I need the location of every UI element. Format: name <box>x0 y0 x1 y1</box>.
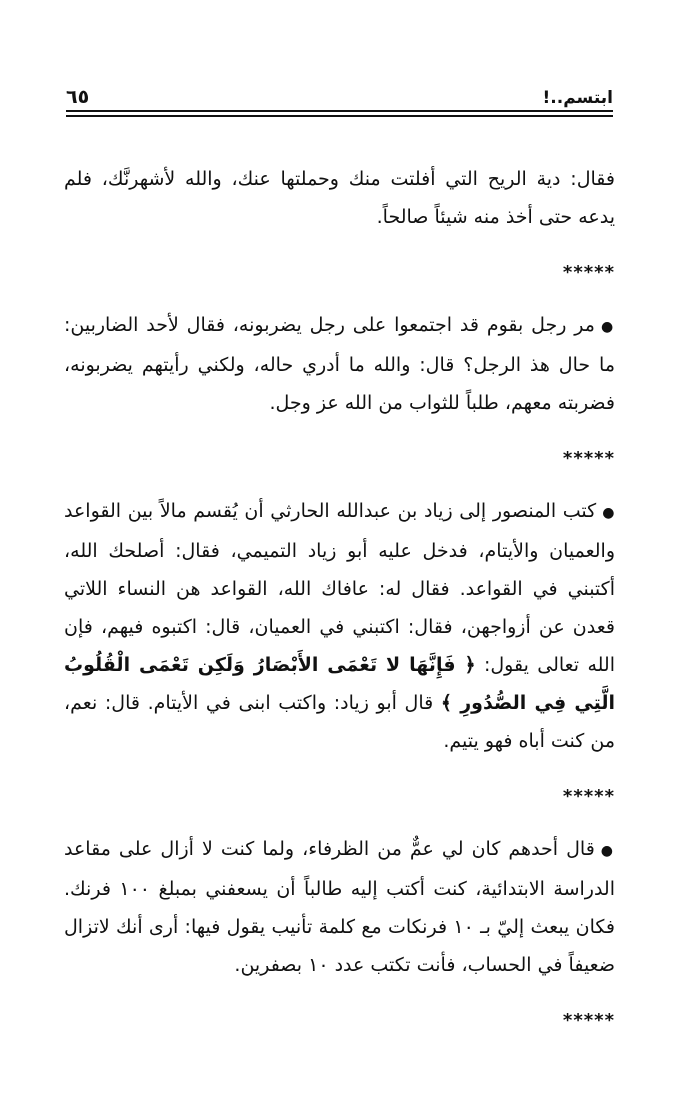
paragraph-text: قال أحدهم كان لي عمٌّ من الظرفاء، ولما كنت لا أزال على مقاعد الدراسة الابتدائية، كنت أكتب إليه طالباً أن يسعفني بمبلغ ١٠٠ فرنك. فكان يبعث إليّ بـ ١٠ فرنكات مع كلمة تأنيب يقول فيها: أرى أنك لاتزال ضعيفاً في الحساب، فأنت تكتب عدد ١٠ بصفرين. <box>64 838 615 976</box>
paragraph-4 <box>64 830 615 984</box>
page-body <box>64 160 615 1040</box>
separator-1: ***** <box>562 262 615 283</box>
paragraph-text: كتب المنصور إلى زياد بن عبدالله الحارثي أن يُقسم مالاً بين القواعد والعميان والأيتام، فدخل عليه أبو زياد التميمي، فقال: أصلحك الله، أكتبني في القواعد. فقال له: عافاك الله، القواعد هن النساء اللاتي قعدن عن أزواجهن، فقال: اكتبني في العميان، قال: اكتبوه فيهم، فإن الله تعالى يقول: <box>64 500 615 676</box>
paragraph-text: فقال: دية الريح التي أفلتت منك وحملتها عنك، والله لأشهرنَّك، فلم يدعه حتى أخذ منه شيئاً صالحاً. <box>64 168 615 228</box>
running-title: ابتسم..! <box>542 88 613 108</box>
separator-2: ***** <box>562 448 615 469</box>
paragraph-3 <box>64 492 615 760</box>
bullet-icon: ● <box>600 843 615 859</box>
paragraph-text: مر رجل بقوم قد اجتمعوا على رجل يضربونه، فقال لأحد الضاربين: ما حال هذ الرجل؟ قال: والله ما أدري حاله، ولكني رأيتهم يضربونه، فضربته معهم، طلباً للثواب من الله عز وجل. <box>64 314 615 414</box>
page-number: ٦٥ <box>66 86 90 108</box>
separator-3: ***** <box>562 786 615 807</box>
quran-verse: ﴿ فَإِنَّهَا لا تَعْمَى الأَبْصَارُ وَلَكِن تَعْمَى الْقُلُوبُ الَّتِي فِي الصُّدُورِ ﴾ <box>64 654 615 714</box>
paragraph-text-continued: قال أبو زياد: واكتب ابنى في الأيتام. قال: نعم، من كنت أباه فهو يتيم. <box>64 692 615 752</box>
running-header <box>66 78 613 108</box>
paragraph-2 <box>64 306 615 422</box>
header-rule-bottom <box>66 115 613 117</box>
header-rule-top <box>66 110 613 112</box>
paragraph-1 <box>64 160 615 236</box>
bullet-icon: ● <box>602 505 616 521</box>
bullet-icon: ● <box>600 319 615 335</box>
separator-4: ***** <box>562 1010 615 1031</box>
